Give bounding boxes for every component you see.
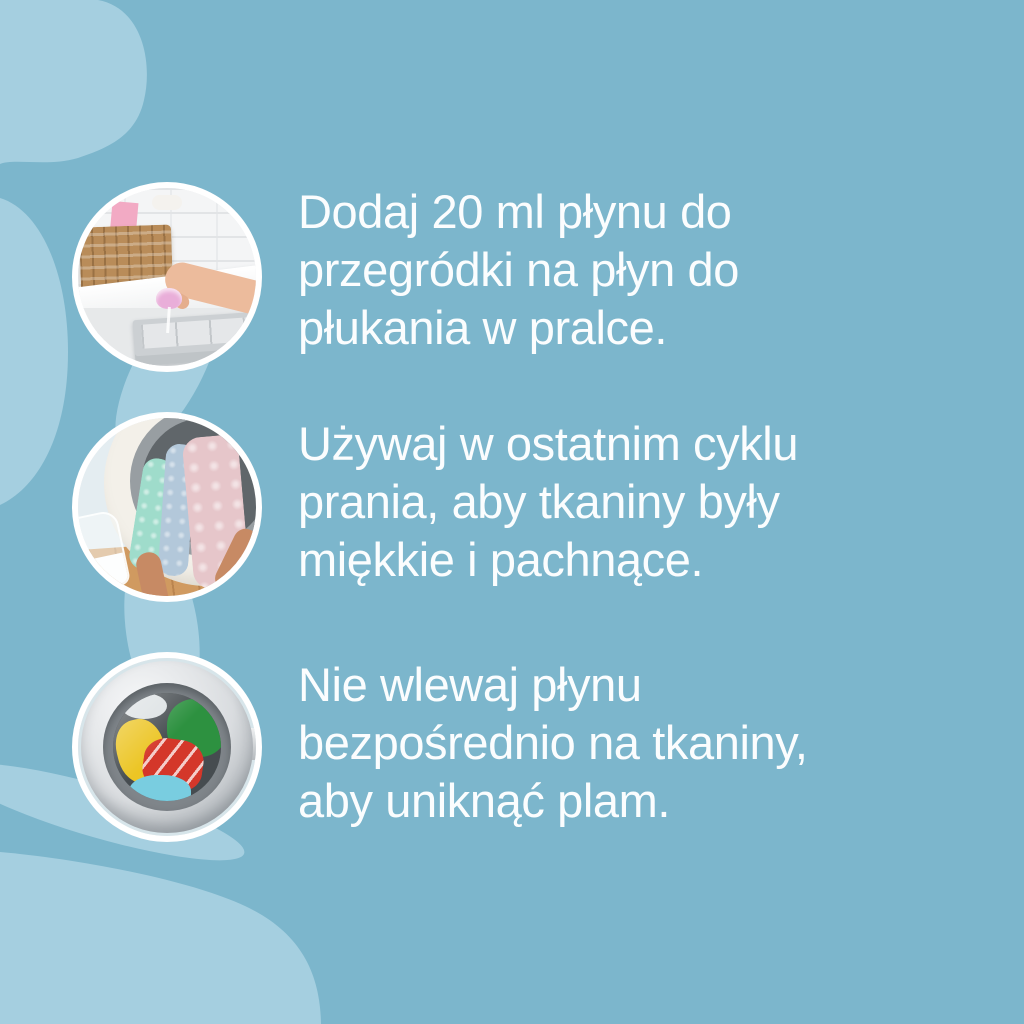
step-2-text [298,415,918,589]
text-line: płukania w pralce. [298,301,668,354]
photo-washer-door [72,652,262,842]
glass-reflection [113,693,221,801]
text-line: aby uniknąć plam. [298,774,671,827]
step-1-text [298,183,918,357]
text-line: prania, aby tkaniny były [298,475,780,528]
photo-pour-softener [72,182,262,372]
text-line: przegródki na płyn do [298,243,739,296]
text-line: Używaj w ostatnim cyklu [298,417,799,470]
basket-handle-slot [152,195,182,210]
blob-bottom [0,852,321,1024]
text-line: miękkie i pachnące. [298,533,704,586]
blob-left-bulge [0,198,68,505]
softener-cap [156,288,182,309]
photo-soft-towels [72,412,262,602]
blob-top-left [0,0,147,164]
text-line: bezpośrednio na tkaniny, [298,716,808,769]
text-line: Nie wlewaj płynu [298,658,642,711]
drawer-compartments [141,317,250,348]
door-glass [113,693,221,801]
detergent-drawer [133,312,260,367]
step-3-text [298,656,918,830]
text-line: Dodaj 20 ml płynu do [298,185,732,238]
